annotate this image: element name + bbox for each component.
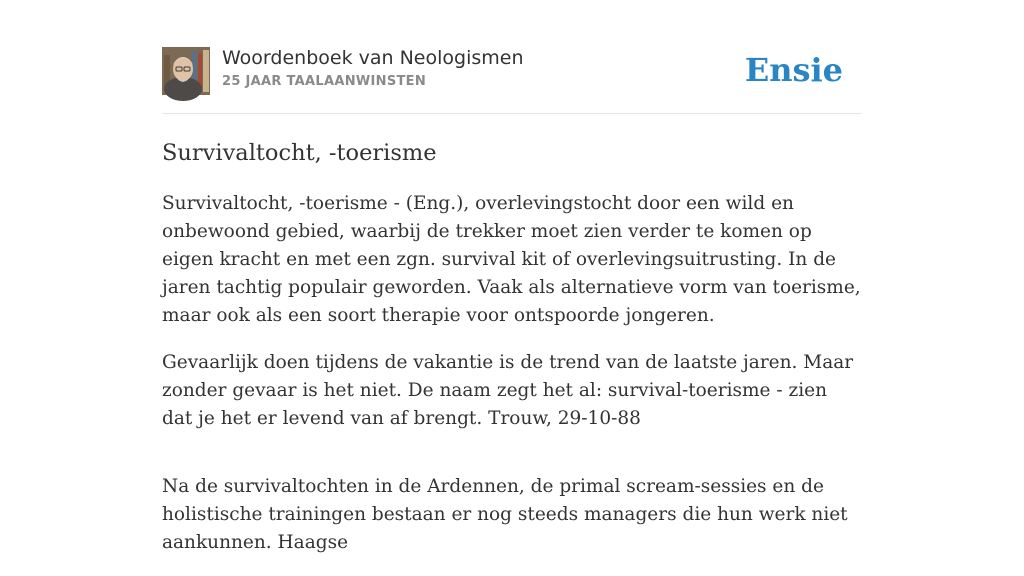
main-content bbox=[162, 46, 862, 576]
entry-body bbox=[162, 190, 862, 557]
entry-paragraph-quote-1: Gevaarlijk doen tijdens de vakantie is de trend van de laatste jaren. Maar zonder gevaar is het niet. De naam zegt het al: survival-toerisme - zien dat je het er levend van af brengt. Trouw, 29-10-88 bbox=[162, 352, 854, 429]
entry-paragraph-quote-2: Na de survivaltochten in de Ardennen, de primal scream-sessies en de holistische trainingen bestaan er nog steeds managers die hun werk niet aankunnen. Haagse bbox=[162, 476, 848, 553]
entry-title: Survivaltocht, -toerisme bbox=[162, 140, 437, 166]
portrait-icon bbox=[162, 47, 210, 95]
source-name-link[interactable]: Woordenboek van Neologismen bbox=[222, 47, 524, 69]
brand-logo-link[interactable]: Ensie bbox=[744, 51, 843, 89]
avatar[interactable] bbox=[162, 47, 210, 95]
entry-paragraph-definition: Survivaltocht, -toerisme - (Eng.), overlevingstocht door een wild en onbewoond gebied, waarbij de trekker moet zien verder te komen op eigen kracht en met een zgn. survival kit of overlevingsuitrusting. In de jaren tachtig populair geworden. Vaak als alternatieve vorm van toerisme, maar ook als een soort therapie voor ontspoorde jongeren. bbox=[162, 193, 861, 326]
header bbox=[162, 46, 862, 114]
source-tagline: 25 JAAR TAALAANWINSTEN bbox=[222, 74, 427, 89]
